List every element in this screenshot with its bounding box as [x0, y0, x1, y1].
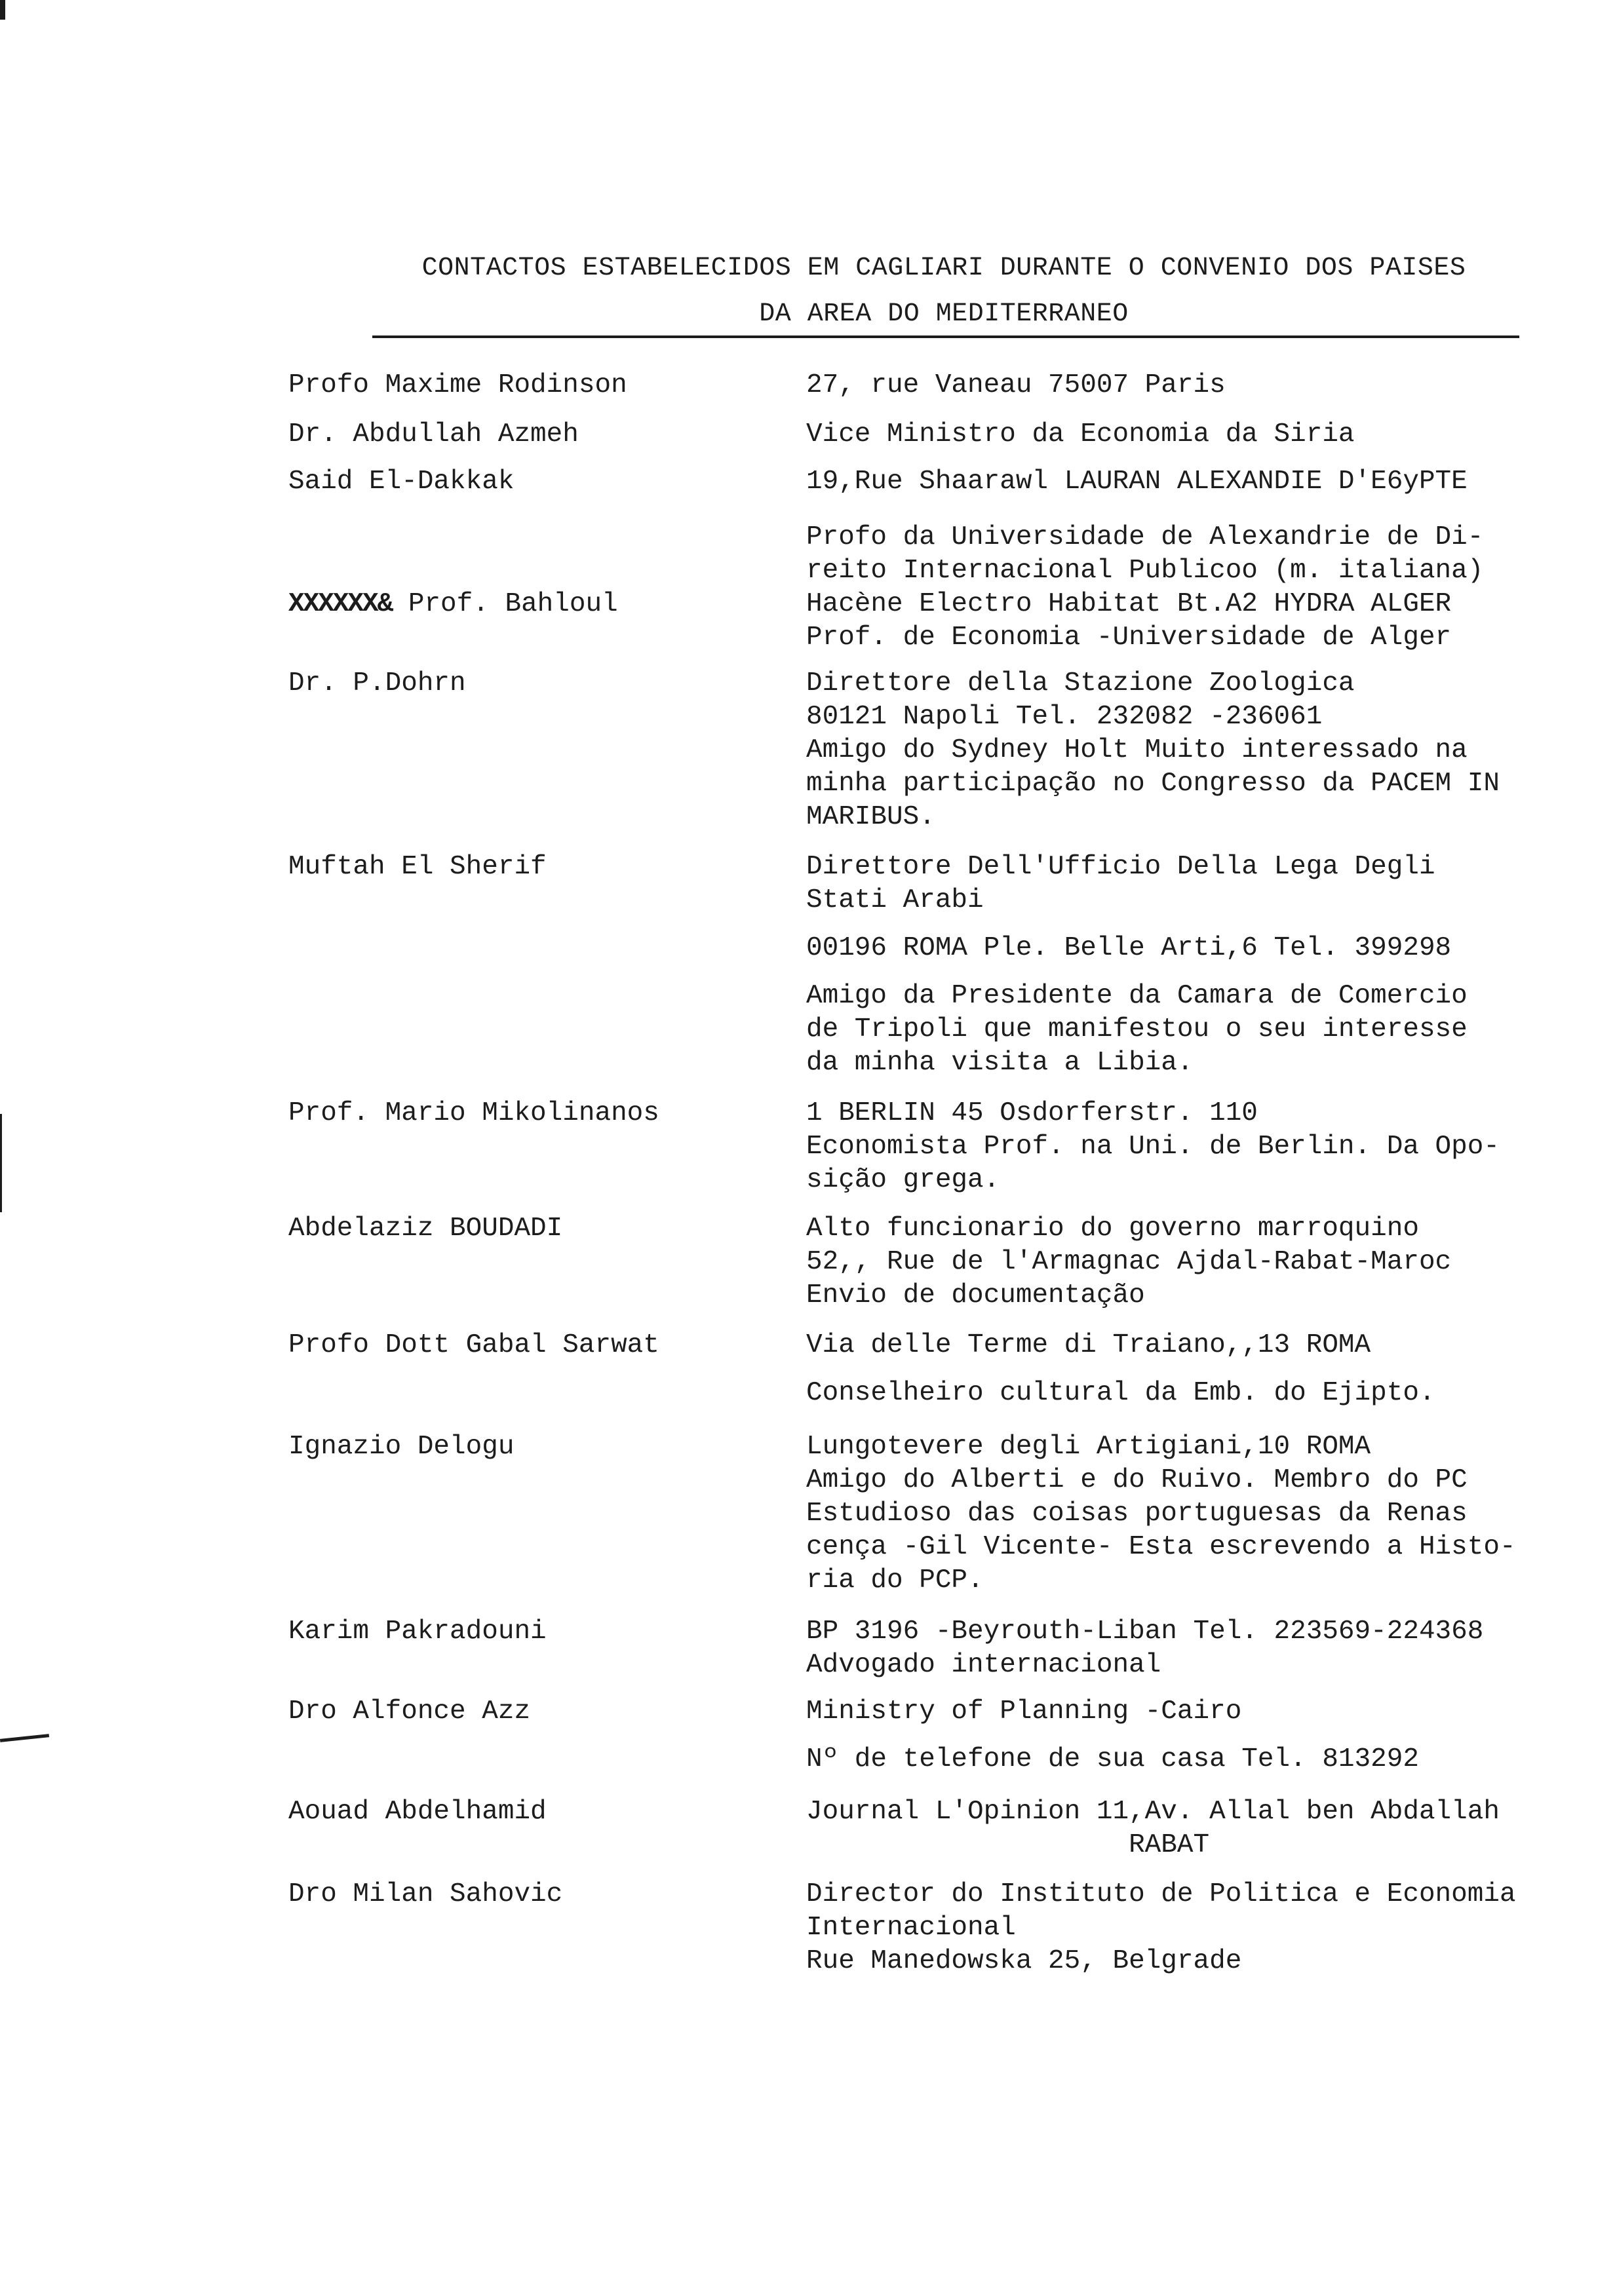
title-underline [372, 335, 1519, 338]
contact-name: Aouad Abdelhamid [288, 1797, 547, 1827]
spacer [806, 1362, 1580, 1377]
detail-line: RABAT [806, 1830, 1210, 1860]
scan-edge-mark [0, 1734, 49, 1742]
contact-name: Prof. Bahloul [408, 589, 618, 619]
scan-edge-mark [0, 0, 5, 20]
contact-details [806, 1430, 1580, 1598]
detail-line: Ministry of Planning -Cairo [806, 1696, 1242, 1727]
detail-line: Stati Arabi [806, 885, 984, 915]
contact-details [806, 465, 1580, 499]
detail-line: Envio de documentação [806, 1280, 1145, 1311]
detail-line: 00196 ROMA Ple. Belle Arti,6 Tel. 399298 [806, 933, 1452, 963]
detail-line: BP 3196 -Beyrouth-Liban Tel. 223569-224368 [806, 1617, 1484, 1647]
contact-name: Ignazio Delogu [288, 1432, 515, 1462]
contact-details [806, 369, 1580, 402]
detail-line: Rue Manedowska 25, Belgrade [806, 1946, 1242, 1976]
spacer [806, 965, 1580, 980]
spacer [806, 1729, 1580, 1743]
contact-details [806, 667, 1580, 834]
detail-line: Estudioso das coisas portuguesas da Renas [806, 1499, 1468, 1529]
detail-line: Advogado internacional [806, 1650, 1161, 1680]
detail-line: cença -Gil Vicente- Esta escrevendo a Histo- [806, 1532, 1516, 1562]
contact-name-block [288, 588, 787, 621]
detail-line: Alto funcionario do governo marroquino [806, 1214, 1419, 1244]
detail-line: Amigo do Sydney Holt Muito interessado na [806, 735, 1468, 765]
title-line-2: DA AREA DO MEDITERRANEO [759, 299, 1129, 329]
detail-line: da minha visita a Libia. [806, 1048, 1194, 1078]
detail-line: Via delle Terme di Traiano,,13 ROMA [806, 1330, 1371, 1360]
contact-details [806, 1795, 1580, 1862]
contact-name: Dro Milan Sahovic [288, 1879, 563, 1909]
detail-line: Economista Prof. na Uni. de Berlin. Da Opo- [806, 1132, 1500, 1162]
detail-line: Direttore della Stazione Zoologica [806, 668, 1355, 698]
contact-name: Karim Pakradouni [288, 1617, 547, 1647]
detail-line: 1 BERLIN 45 Osdorferstr. 110 [806, 1098, 1258, 1128]
detail-line: Lungotevere degli Artigiani,10 ROMA [806, 1432, 1371, 1462]
contact-details [806, 1695, 1580, 1776]
contact-details [806, 1878, 1580, 1978]
contact-name: Dr. Abdullah Azmeh [288, 419, 579, 450]
contact-details [806, 1329, 1580, 1410]
detail-line: Nº de telefone de sua casa Tel. 813292 [806, 1744, 1419, 1774]
detail-line: reito Internacional Publicoo (m. italiana) [806, 556, 1484, 586]
detail-line: Direttore Dell'Ufficio Della Lega Degli [806, 852, 1435, 882]
struck-out-text: XXXXXX& [288, 589, 393, 619]
contact-details [806, 1097, 1580, 1197]
detail-line: Hacène Electro Habitat Bt.A2 HYDRA ALGER [806, 589, 1452, 619]
detail-line: MARIBUS. [806, 802, 935, 832]
contact-name: Dr. P.Dohrn [288, 668, 466, 698]
detail-line: minha participação no Congresso da PACEM IN [806, 769, 1500, 799]
detail-line: Amigo da Presidente da Camara de Comercio [806, 981, 1468, 1011]
document-title [367, 246, 1521, 337]
detail-line: Prof. de Economia -Universidade de Alger [806, 622, 1452, 653]
contact-name: Prof. Mario Mikolinanos [288, 1098, 659, 1128]
spacer [806, 917, 1580, 932]
contact-details [806, 1212, 1580, 1312]
contact-name: Dro Alfonce Azz [288, 1696, 531, 1727]
scan-edge-mark [0, 1114, 2, 1212]
title-line-1: CONTACTOS ESTABELECIDOS EM CAGLIARI DURANTE O CONVENIO DOS PAISES [421, 254, 1466, 283]
detail-line: Internacional [806, 1913, 1016, 1943]
detail-line: 80121 Napoli Tel. 232082 -236061 [806, 702, 1323, 732]
contact-name: Said El-Dakkak [288, 467, 515, 497]
contact-details [806, 851, 1580, 1080]
contact-name: Muftah El Sherif [288, 852, 547, 882]
contact-details [806, 1615, 1580, 1682]
detail-line: Conselheiro cultural da Emb. do Ejipto. [806, 1378, 1435, 1408]
detail-line: 19,Rue Shaarawl LAURAN ALEXANDIE D'E6yPTE [806, 467, 1468, 497]
contact-details [806, 521, 1580, 655]
contact-name: Profo Dott Gabal Sarwat [288, 1330, 659, 1360]
contact-name: Abdelaziz BOUDADI [288, 1214, 563, 1244]
detail-line: 27, rue Vaneau 75007 Paris [806, 370, 1226, 400]
detail-line: ria do PCP. [806, 1565, 984, 1596]
detail-line: Journal L'Opinion 11,Av. Allal ben Abdallah [806, 1797, 1500, 1827]
detail-line: Vice Ministro da Economia da Siria [806, 419, 1355, 450]
contact-name: Profo Maxime Rodinson [288, 370, 627, 400]
detail-line: sição grega. [806, 1165, 1000, 1195]
detail-line: de Tripoli que manifestou o seu interesse [806, 1014, 1468, 1044]
detail-line: 52,, Rue de l'Armagnac Ajdal-Rabat-Maroc [806, 1247, 1452, 1277]
detail-line: Director do Instituto de Politica e Economia [806, 1879, 1516, 1909]
detail-line: Profo da Universidade de Alexandrie de Di- [806, 522, 1484, 552]
detail-line: Amigo do Alberti e do Ruivo. Membro do PC [806, 1465, 1468, 1495]
contact-details [806, 418, 1580, 451]
